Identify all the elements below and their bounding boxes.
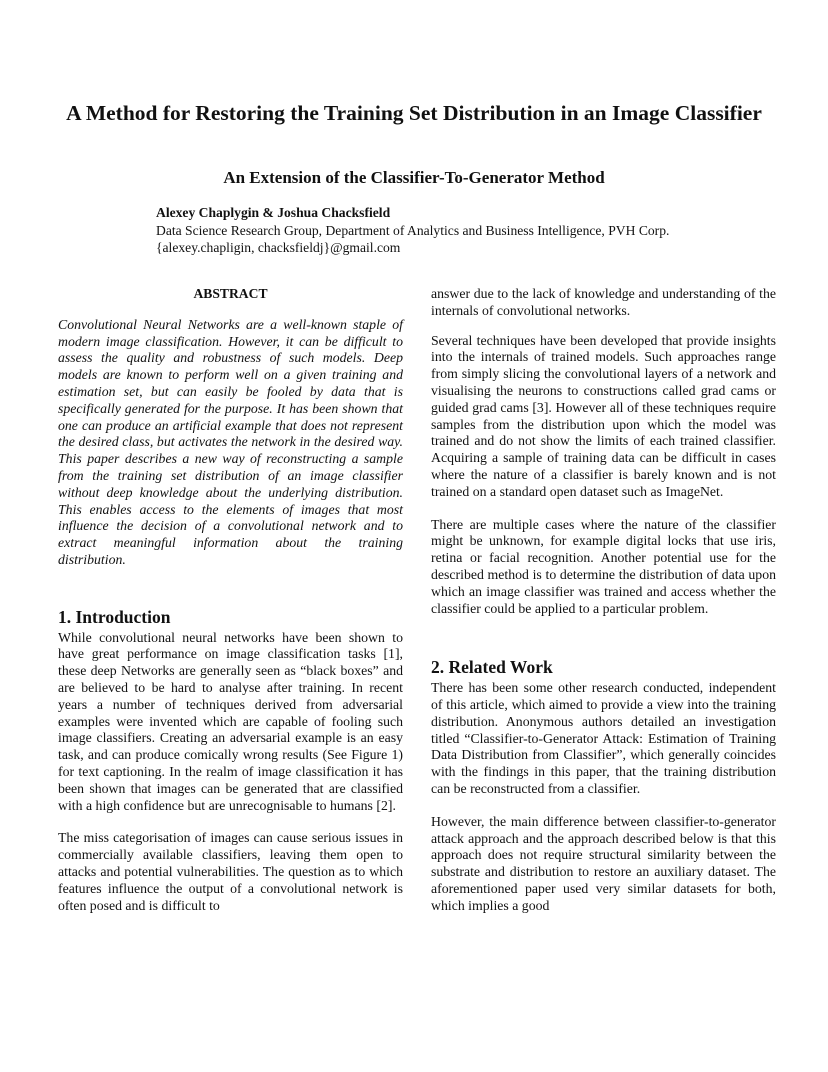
paper-subtitle: An Extension of the Classifier-To-Generator Method	[223, 168, 605, 187]
introduction-paragraph-3: Several techniques have been developed that provide insights into the internals of trained models. Such approaches range from simply slicing the convolutional layers of a network and visualising the neurons to constructions called grad cams or guided grad cams [3]. However all of these techniques require samples from the distribution upon which the model was trained and do not show the limits of each trained classifier. Acquiring a sample of training data can be difficult in cases where the nature of a classifier is barely known and is not trained on a standard open dataset such as ImageNet.	[431, 332, 776, 499]
related-work-paragraph-1: There has been some other research conducted, independent of this article, which aimed to provide a view into the training distribution. Anonymous authors detailed an investigation titled “Classifier-to-Generator Attack: Estimation of Training Data Distribution from Classifier”, which generally coincides with the findings in this paper, that the training distribution can be reconstructed from a classifier.	[431, 680, 776, 796]
abstract-heading: ABSTRACT	[193, 286, 268, 301]
author-email: {alexey.chapligin, chacksfieldj}@gmail.com	[156, 240, 401, 255]
author-block	[156, 204, 669, 257]
left-column	[58, 286, 403, 930]
related-work-heading: 2. Related Work	[431, 657, 553, 678]
right-column	[431, 286, 776, 931]
author-affiliation: Data Science Research Group, Department of Analytics and Business Intelligence, PVH Corp.	[156, 222, 670, 238]
introduction-paragraph-2: The miss categorisation of images can cause serious issues in commercially available classifiers, leaving them open to attacks and potential vulnerabilities. The question as to which features influence the output of a convolutional network is often posed and is difficult to	[58, 830, 403, 913]
introduction-paragraph-4: There are multiple cases where the nature of the classifier might be unknown, for example digital locks that use iris, retina or facial recognition. Another potential use for the described method is to determine the distribution of data upon which an image classifier was trained and access whether the classifier could be applied to a particular problem.	[431, 516, 776, 616]
introduction-paragraph-1: While convolutional neural networks have been shown to have great performance on image classification tasks [1], these deep Networks are generally seen as “black boxes” and are believed to be hard to analyse after training. In recent years a number of techniques derived from adversarial examples were invented which are capable of fooling such image classifiers. Creating an adversarial example is an easy task, and can produce comically wrong results (See Figure 1) for text captioning. In the realm of image classification it has been shown that images can be generated that are classified with a high confidence but are unrecognisable to humans [2].	[58, 629, 403, 813]
introduction-heading: 1. Introduction	[58, 606, 171, 627]
paper-title: A Method for Restoring the Training Set Distribution in an Image Classifier	[66, 101, 762, 125]
related-work-paragraph-2: However, the main difference between classifier-to-generator attack approach and the approach described below is that this approach does not require structural similarity between the substrate and distribution to restore an auxiliary dataset. The aforementioned paper used very similar datasets for both, which implies a good	[431, 813, 776, 913]
author-names: Alexey Chaplygin & Joshua Chacksfield	[156, 205, 391, 220]
introduction-continuation: answer due to the lack of knowledge and understanding of the internals of convolutional networks.	[431, 286, 776, 318]
abstract-text: Convolutional Neural Networks are a well-known staple of modern image classification. However, it can be difficult to assess the quality and robustness of such models. Deep models are known to perform well on a given training and estimation set, but can easily be fooled by data that is specifically generated for the purpose. It has been shown that one can produce an artificial example that does not represent the desired class, but activates the network in the desired way. This paper describes a new way of reconstructing a sample from the training set distribution of an image classifier without deep knowledge about the underlying distribution. This enables access to the elements of images that most influence the decision of a convolutional network and to extract meaningful information about the training distribution.	[58, 316, 403, 567]
